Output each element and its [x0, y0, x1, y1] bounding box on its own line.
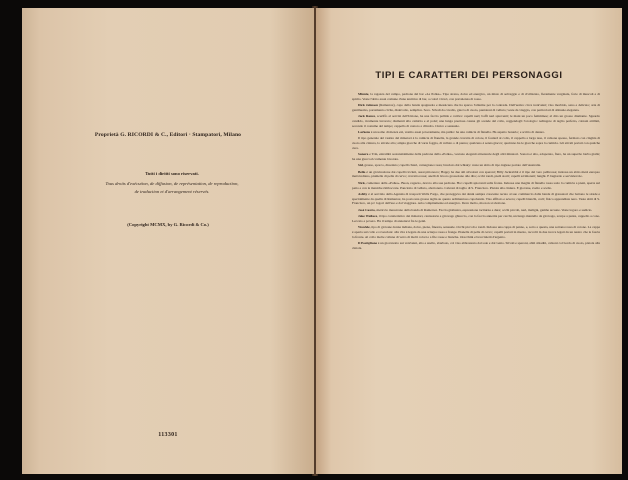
character-entry — [352, 136, 600, 150]
character-name: Il Postiglione — [358, 241, 377, 246]
rights-line-2: Tous droits d'exécution, de diffusion, de représentation, de reproduction, — [105, 181, 239, 186]
character-description: , sceriffo al servizi dell'Unione, ha una faccia pallida e cattiva: capelli neri; baffi neri spioventi; le mani un poco femminee; al dito un grosso diamante. Sguardo candido, ricamente lavorato; diamanti alla camicia e al polsi; una lunga preziosa catena gli scende dal collo, reggendogli l'orologio: redingote di taglio perfetto, calzoni attillati, secondo il costume del tempo; cappello di castoro a cilindro. Cinico e sensuale. — [352, 114, 600, 128]
character-name: José Castro — [358, 207, 375, 212]
character-description: è al servizio della Agenzia di trasporti Wells Fargo, che proteggeva dai danni sempre crescente recato al suo commercio dalle bande di grassatori che battono le strade e specialmente da quella di Ramerrez, ha posto una grossa taglia su questo ardimentoso capobanda. Viso affilato e severo; capelli bianchi, corti; fisico apprendista nero. Veste abiti di S. Francisco, un po' logori dall'uso e dal viaggiare. Aria compitamente ed energico. Deve molto, ma non si sbottona. — [352, 191, 600, 206]
character-entry — [352, 170, 600, 179]
character-entry — [352, 103, 600, 112]
character-entry — [352, 163, 600, 168]
character-entry — [352, 225, 600, 239]
rights-notice — [52, 170, 292, 196]
rights-line-3: de traduction et d'arrangement réservés. — [134, 189, 210, 194]
character-name: Larkens — [358, 129, 371, 134]
character-description: Il tipo generale del vestire del minatori è la camicia di flanella, la grande cravatta di colore, il foulard al collo, il cappello a larga tesa, il calzone spesso, fermato con cinghia di cuoio alla cintura, lo stivale alto; ampia giacche di varia foggia, di velluto o di panno; qualcuno è senza giacca; qualcuno ha le giacche sopra la camicia. Gli stivali portati con qualche cura. — [352, 136, 600, 150]
character-description: , grasso, sporco, dissoluto; capelli chiari, carnagione rossa; bruciato dal whisky: veste un abito di tipo inglese portato dall'Australia. — [362, 163, 542, 168]
character-list — [352, 92, 600, 252]
character-name: Jack Rance — [358, 114, 375, 119]
character-entry — [352, 114, 600, 128]
left-page — [22, 8, 314, 474]
character-name: Jake Wallace — [358, 214, 378, 219]
character-name: Nick — [358, 180, 365, 185]
right-page — [316, 8, 622, 474]
character-name: Sid — [358, 163, 363, 168]
character-description: (Ramerrez), capo della banda spagnuola e messicana che ha sparso l'allarme per la contrada. Dell'uomo: circa trent'anni; viso morbido, sano e delicato; aria di gentiluomo, portamento civile, disinvolto, semplice. Soro. Stivali da cavallo, giacca di cuoio, pantaloni di velluto; veste da viaggio, con particolari di abituale eleganza. — [352, 103, 600, 112]
character-entry — [352, 130, 600, 135]
character-description: , tipo di giovane donna indiana, dolce, piena, finezza, sensuale. Occhi piccoli e tondi. Indossa una cappa di panno, e, sotto a questa, una sottana rossa di cotone. La cappa è aperta sul collo e rovesciata: alla vita è legata da una sciarpa rossa a frange. Pianelle di pelle di cervo; capelli portati in mezzo, raccolti in due trecce legati da un nastro che le fascia la fronte. Al collo molte collane di vetro di molti colori e a file rosse e bianche. Orecchini e braccialetti d'argento. — [352, 225, 600, 239]
page-title: TIPI E CARATTERI DEI PERSONAGGI — [375, 70, 563, 81]
character-description: è un giovanotto sui vent'anni, alto e snello, sbarbato, col viso abbronzato dal sole e dal vento. Stivali e speroni, abiti sbiaditi, calzoni col bordo di cuoio, pistola alla cintola. — [352, 241, 600, 250]
character-name: Minnie — [358, 92, 369, 96]
character-description: è un giovinottone dai capelli ricciuti, assai pittoresco; Happy ha due alti stivaloni con speroni; Billy Jackrabbit è il tipo del vero pellirossa; indossa un abito metà europeo metà indiano, piumelle di pelle di cervo; cravatta rossa; anelli di lavoro grossolano alle dita; occhi tondi, piedi storti; capelli scrimonati; lunghi. E bugiardo e servizievole. — [352, 169, 600, 179]
character-description: , meticcio messicano della banda di Ramerrez. Faccia giallastra, espressione taciturna e dura; occhi piccoli, neri, maligni, gambe arcuate. Veste logoro e sudicio. — [374, 207, 593, 212]
rights-line-1: Tutti i diritti sono riservati. — [145, 171, 199, 176]
character-entry — [352, 241, 600, 250]
publisher-line: Proprietà G. RICORDI & C., Editori · Stampatori, Milano — [94, 132, 242, 138]
character-name: Dick Johnson — [358, 103, 378, 108]
character-entry — [352, 208, 600, 213]
character-entry — [352, 152, 600, 161]
character-entry — [352, 181, 600, 190]
character-description: e Trin, entrambi sostanzialmente della padrona della «Polka», vestono eleganti attrezzerie degli altri minatori. Sonora è alto, adoperato, fiero, ha un superbo barba gialla; ha una giacca riccamente lavorata. — [352, 152, 600, 161]
character-entry — [352, 214, 600, 223]
character-entry — [352, 192, 600, 206]
character-name: Wowkle — [358, 225, 370, 230]
character-entry — [352, 92, 600, 101]
catalog-number: 113301 — [158, 432, 178, 438]
character-description: , il tipo caratteristico dei minatori, cantastorie e girovago ghiaccio, con la faccia annerita per cerchi, un lungo mantello da girovago, scarpe a punta, cappello a cono. Leccato e povero. Ha il tempo di annoiarsi fra le genti. — [352, 214, 600, 223]
character-description: è un uomo di mezza età, vestito assai poveramente, ma pulito: ha una camicia di flanella. Ha aspetto bonario; e scritto di denaro. — [370, 129, 546, 134]
character-name: Ashby — [358, 191, 368, 196]
character-name: Sonora — [358, 152, 369, 157]
character-description: , cameriere della «Polka». Buon, ragazzo, devoto alla sua padrona. Ha i capelli spioventi sulla fronte. Indossa una maglia di flanella rossa sotto la camicia a pieni, aperta sul petto e con le maniche rimboccate. Panciotto di velluto, abottonato. Calzoni di taglio di S. Francisco. Pistola alla cintura. E giovane, svelto e scelto. — [352, 180, 600, 190]
copyright-line: (Copyright MCMX, by G. Ricordi & Co.) — [127, 222, 209, 227]
character-description: , la ragazza del campo, padrona del bar «La Polka». Tipo strano, dolce ed energico, un misto di selvaggio e di civilizzato, fieramente verginale, forte di muscoli e di spirito. Veste l'abito assai comune d'una tenitrice di bar, a colori vivaci, con prevalenza di rosso. — [352, 92, 600, 101]
character-name: Bello — [358, 169, 366, 174]
